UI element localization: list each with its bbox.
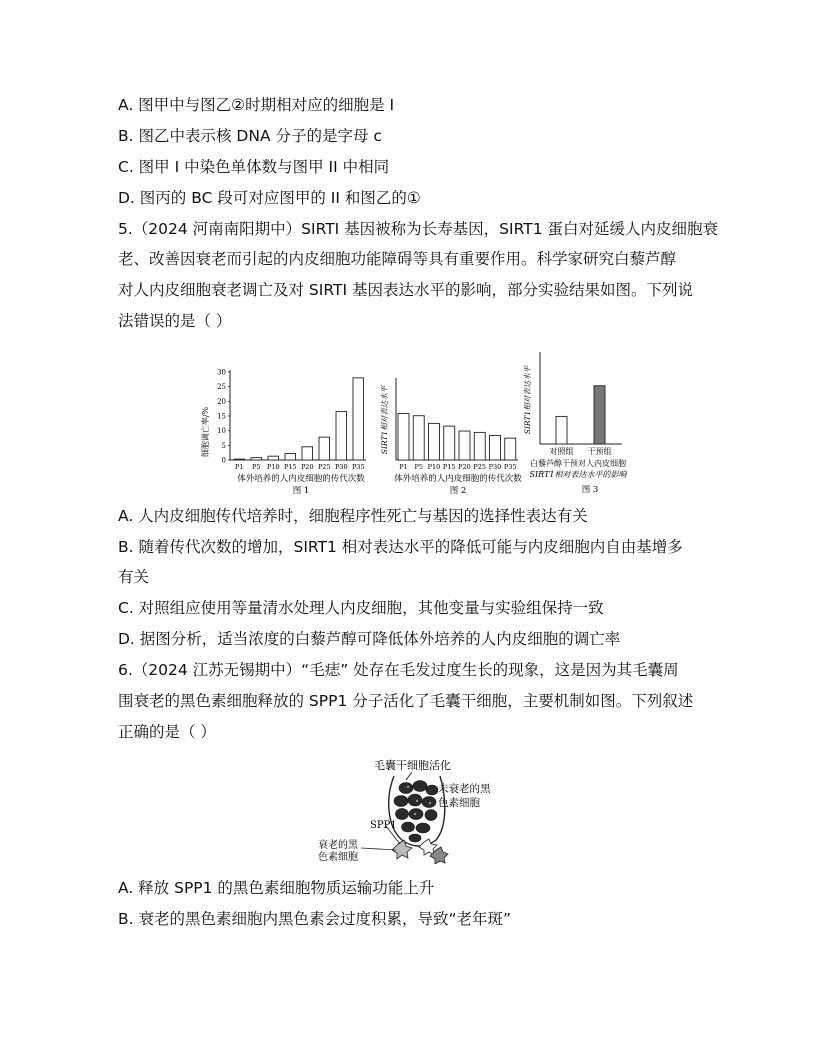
figure-1-bar — [353, 378, 364, 460]
figure-1-bar — [268, 456, 279, 460]
figure-3-caption-2: SIRT1相对表达水平的影响 — [529, 470, 627, 479]
stem-cells — [394, 781, 438, 843]
text-line: 围衰老的黑色素细胞释放的 SPP1 分子活化了毛囊干细胞，主要机制如图。下列叙述 — [118, 692, 694, 710]
figure-1-xtick: P10 — [266, 463, 280, 471]
figure-1-ylabel: 细胞调亡率/% — [201, 406, 210, 458]
figure-1-bar — [234, 459, 245, 460]
figure-2-xtick: P5 — [414, 463, 423, 471]
text-line: 法错误的是（ ） — [118, 312, 232, 330]
figure-3-chart — [518, 348, 636, 498]
figure-2-bar — [505, 438, 516, 460]
figure-1-xtick: P25 — [317, 463, 331, 471]
figure-2-bar — [459, 431, 470, 460]
figure-1-ytick: 10 — [217, 427, 226, 436]
figure-3-title: 图 3 — [581, 485, 599, 495]
text-line: 老、改善因衰老而引起的内皮细胞功能障碍等具有重要作用。科学家研究白藜芦醇 — [118, 250, 677, 268]
figure-1-xtick: P1 — [235, 463, 244, 471]
figure-1-ytick: 30 — [217, 368, 226, 377]
diagram-right-label-2: 色素细胞 — [438, 797, 480, 809]
figure-2-title: 图 2 — [449, 486, 467, 496]
diagram-spp1-label: SPP1 — [370, 820, 397, 831]
diagram-right-label-1: 未衰老的黑 — [438, 783, 491, 795]
figure-1-ytick: 5 — [221, 441, 226, 450]
figure-2-bar — [429, 423, 440, 460]
figure-2-xtick: P15 — [442, 463, 456, 471]
text-line: 正确的是（ ） — [118, 723, 216, 741]
melanocyte-cells — [392, 839, 448, 864]
figure-2-xtick: P10 — [427, 463, 441, 471]
text-line: D. 据图分析，适当浓度的白藜芦醇可降低体外培养的人内皮细胞的调亡率 — [118, 630, 621, 648]
figure-3-ylabel: SIRT1相对表达水平 — [523, 365, 532, 435]
figure-1-xtick: P35 — [351, 463, 365, 471]
text-line: 有关 — [118, 568, 150, 586]
figure-3-caption-1: 白藜芦醇干预对人内皮细胞 — [530, 459, 626, 468]
hair-follicle-diagram — [316, 756, 506, 864]
text-line: C. 图甲 I 中染色单体数与图甲 II 中相同 — [118, 158, 390, 176]
figure-1-xtick: P15 — [283, 463, 297, 471]
text-line: B. 随着传代次数的增加，SIRT1 相对表达水平的降低可能与内皮细胞内自由基增多 — [118, 538, 683, 556]
figure-2-chart — [376, 370, 524, 498]
figure-1-xlabel: 体外培养的人内皮细胞的传代次数 — [237, 474, 365, 484]
diagram-left-label-1: 衰老的黑 — [318, 840, 358, 851]
text-line: 6.（2024 江苏无锡期中）“毛痣” 处存在毛发过度生长的现象，这是因为其毛囊周 — [118, 661, 679, 679]
figure-1-bar — [251, 458, 262, 460]
figure-1-xtick: P20 — [300, 463, 314, 471]
text-line: A. 人内皮细胞传代培养时，细胞程序性死亡与基因的选择性表达有关 — [118, 507, 588, 525]
figure-3-xtick: 干预组 — [587, 447, 612, 456]
text-line: 对人内皮细胞衰老调亡及对 SIRTI 基因表达水平的影响，部分实验结果如图。下列说 — [118, 281, 693, 299]
text-line: B. 衰老的黑色素细胞内黑色素会过度积累，导致“老年斑” — [118, 910, 512, 928]
diagram-left-label-2: 色素细胞 — [318, 852, 358, 863]
figure-1-ytick: 20 — [217, 397, 226, 406]
diagram-top-label: 毛囊干细胞活化 — [374, 759, 451, 772]
text-line: B. 图乙中表示核 DNA 分子的是字母 c — [118, 127, 382, 145]
figure-2-xlabel: 体外培养的人内皮细胞的传代次数 — [394, 474, 522, 484]
figure-3-bar — [594, 386, 605, 444]
figure-2-bar — [490, 435, 501, 460]
text-line: D. 图丙的 BC 段可对应图甲的 II 和图乙的① — [118, 189, 421, 207]
figure-1-ytick: 25 — [217, 383, 226, 392]
figure-1-xtick: P30 — [334, 463, 348, 471]
figure-2-bar — [398, 414, 409, 460]
figure-2-ylabel: SIRT1相对表达水平 — [380, 385, 389, 455]
text-line: A. 释放 SPP1 的黑色素细胞物质运输功能上升 — [118, 879, 435, 897]
text-line: A. 图甲中与图乙②时期相对应的细胞是 I — [118, 96, 395, 114]
figure-2-xtick: P1 — [399, 463, 408, 471]
figure-1-ytick: 15 — [217, 412, 226, 421]
figure-2-bar — [474, 432, 485, 460]
figure-1-ytick: 0 — [221, 456, 226, 465]
figure-2-bar — [413, 416, 424, 460]
figure-1-chart — [196, 362, 374, 498]
figure-1-bar — [336, 412, 347, 460]
figure-1-xtick: P5 — [252, 463, 261, 471]
text-line: 5.（2024 河南南阳期中）SIRTI 基因被称为长寿基因，SIRT1 蛋白对延缓人内皮细胞衰 — [118, 220, 718, 238]
figure-2-xtick: P30 — [488, 463, 502, 471]
figure-2-xtick: P20 — [458, 463, 471, 471]
figure-2-xtick: P25 — [473, 463, 487, 471]
figure-1-bar — [285, 454, 296, 460]
figure-1-title: 图 1 — [292, 486, 310, 496]
figure-1-bar — [319, 437, 330, 460]
figure-2-xtick: P35 — [503, 463, 517, 471]
figure-3-xtick: 对照组 — [549, 447, 574, 456]
figure-3-bar — [556, 416, 567, 444]
figure-1-bar — [302, 447, 313, 460]
text-line: C. 对照组应使用等量清水处理人内皮细胞，其他变量与实验组保持一致 — [118, 599, 604, 617]
figure-2-bar — [444, 426, 455, 460]
